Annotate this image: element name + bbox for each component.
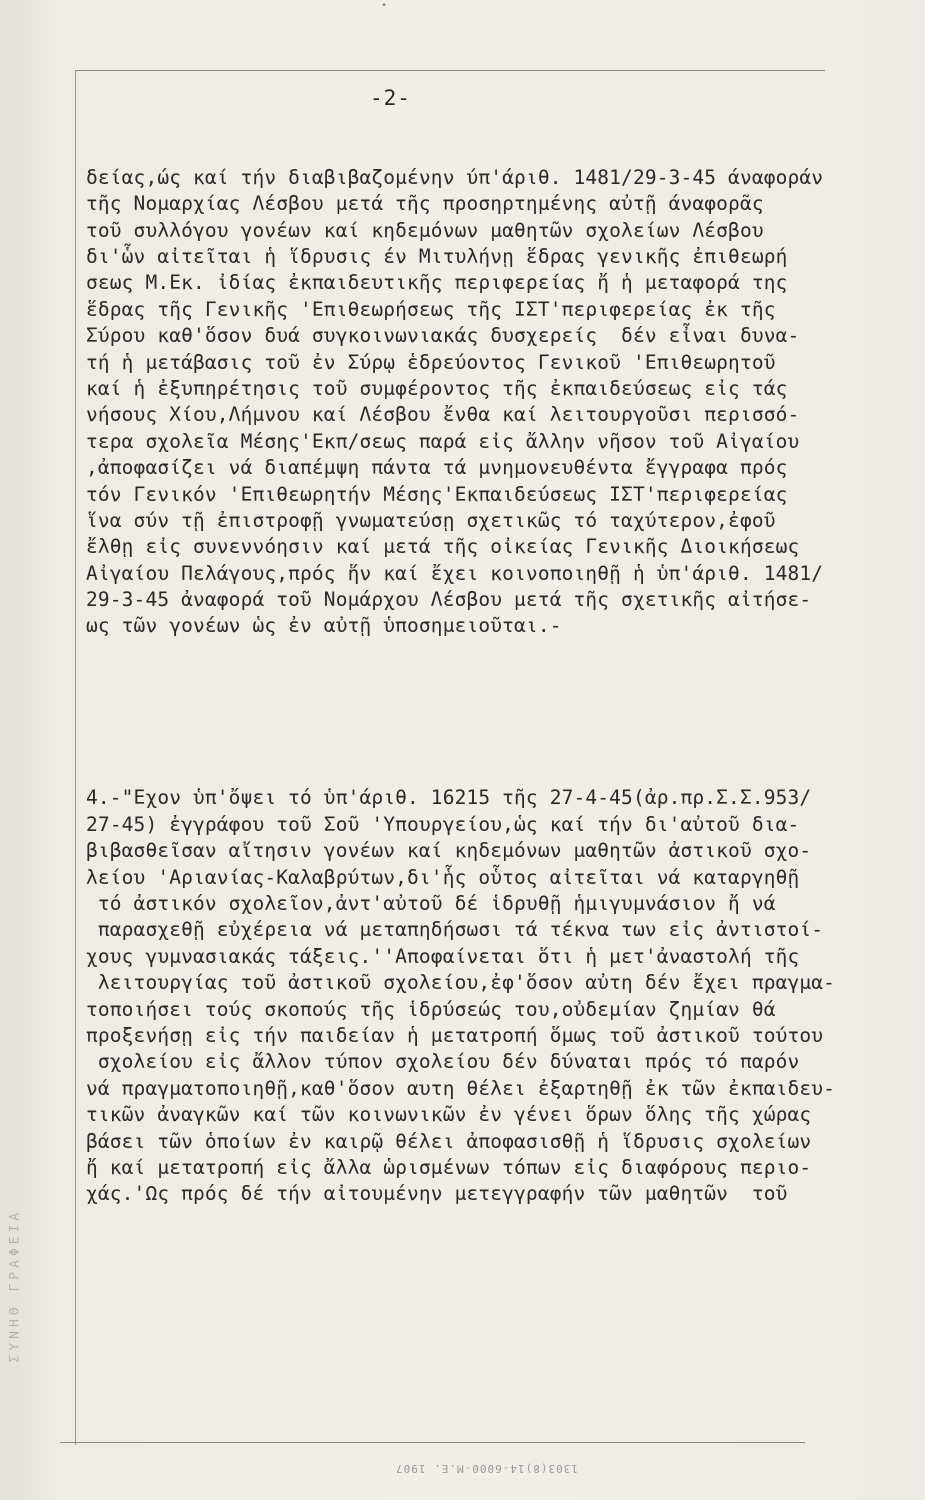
side-stamp: ΣΥΝΗΘ ΓΡΑΦΕΙΑ: [7, 1208, 23, 1363]
paragraph-gap: [86, 693, 925, 733]
typed-text: [86, 112, 925, 1261]
paragraph-item-4: [86, 785, 925, 1207]
bottom-rule: [60, 1442, 805, 1443]
text-line: παρασχεθῇ εὐχέρεια νά μεταπηδήσωσι τά τέκνα των εἰς ἀντιστοί-: [86, 918, 824, 942]
text-line: σεως Μ.Εκ. ἰδίας ἐκπαιδευτικῆς περιφερείας ἤ ἡ μεταφορά της: [86, 271, 788, 295]
punch-mark: •: [381, 0, 388, 11]
paragraph-decision-lesbos: [86, 165, 925, 640]
text-line: βάσει τῶν ὁποίων ἐν καιρῷ θέλει ἀποφασισθῇ ἡ ἵδρυσις σχολείων: [86, 1129, 812, 1153]
text-line: τοποιήσει τούς σκοπούς τῆς ἱδρύσεώς του,οὐδεμίαν ζημίαν θά: [86, 997, 776, 1021]
text-line: τό ἀστικόν σχολεῖον,ἀντ'αὐτοῦ δέ ἱδρυθῇ ἡμιγυμνάσιον ἤ νά: [86, 892, 776, 916]
text-line: ἕδρας τῆς Γενικῆς 'Επιθεωρήσεως τῆς ΙΣΤ'περιφερείας ἐκ τῆς: [86, 297, 776, 321]
top-rule: [75, 70, 825, 71]
text-line: νήσους Χίου,Λήμνου καί Λέσβου ἔνθα καί λειτουργοῦσι περισσό-: [86, 403, 800, 427]
text-line: ως τῶν γονέων ὡς ἐν αὐτῇ ὑποσημειοῦται.-: [86, 614, 562, 638]
text-line: χάς.'Ως πρός δέ τήν αἰτουμένην μετεγγραφήν τῶν μαθητῶν τοῦ: [86, 1182, 788, 1206]
text-line: τικῶν ἀναγκῶν καί τῶν κοινωνικῶν ἐν γένει ὅρων ὅλης τῆς χώρας: [86, 1103, 812, 1127]
text-line: λείου 'Αριανίας-Καλαβρύτων,δι'ἧς οὗτος αἰτεῖται νά καταργηθῇ: [86, 865, 800, 889]
text-line: τόν Γενικόν 'Επιθεωρητήν Μέσης'Εκπαιδεύσεως ΙΣΤ'περιφερείας: [86, 482, 788, 506]
page-number: -2-: [370, 86, 411, 110]
text-line: ,ἀποφασίζει νά διαπέμψη πάντα τά μνημονευθέντα ἔγγραφα πρός: [86, 456, 788, 480]
text-line: προξενήσῃ εἰς τήν παιδείαν ἡ μετατροπή ὅμως τοῦ ἀστικοῦ τούτου: [86, 1023, 824, 1047]
text-line: σχολείου εἰς ἄλλον τύπον σχολείου δέν δύναται πρός τό παρόν: [86, 1050, 800, 1074]
text-line: Σύρου καθ'ὅσον δυά συγκοινωνιακάς δυσχερείς δέν εἶναι δυνα-: [86, 324, 800, 348]
text-line: ἔλθῃ εἰς συνεννόησιν καί μετά τῆς οἰκείας Γενικῆς Διοικήσεως: [86, 535, 800, 559]
text-line: δείας,ώς καί τήν διαβιβαζομένην ύπ'άριθ. 1481/29-3-45 άναφοράν: [86, 165, 824, 189]
text-line: τερα σχολεῖα Μέσης'Εκπ/σεως παρά εἰς ἄλλην νῆσον τοῦ Αἰγαίου: [86, 429, 800, 453]
text-line: 4.-"Εχον ὑπ'ὄψει τό ὑπ'άριθ. 16215 τῆς 27-4-45(ἀρ.πρ.Σ.Σ.953/: [86, 786, 812, 810]
text-line: 29-3-45 ἀναφορά τοῦ Νομάρχου Λέσβου μετά τῆς σχετικῆς αἰτήσε-: [86, 588, 812, 612]
text-line: βιβασθεῖσαν αἴτησιν γονέων καί κηδεμόνων μαθητῶν ἀστικοῦ σχο-: [86, 839, 812, 863]
text-line: Αἰγαίου Πελάγους,πρός ἥν καί ἔχει κοινοποιηθῇ ἡ ὑπ'άριθ. 1481/: [86, 561, 824, 585]
footer-print-stamp: 1303(8)14-6000-Μ.Ε. 1907: [395, 1462, 578, 1475]
text-line: ἵνα σύν τῇ ἐπιστροφῇ γνωματεύσῃ σχετικῶς τό ταχύτερον,ἐφοῦ: [86, 508, 776, 532]
text-line: καί ἡ ἐξυπηρέτησις τοῦ συμφέροντος τῆς ἐκπαιδεύσεως εἰς τάς: [86, 376, 788, 400]
text-line: χους γυμνασιακάς τάξεις.''Αποφαίνεται ὅτι ἡ μετ'ἀναστολή τῆς: [86, 944, 800, 968]
text-line: ἤ καί μετατροπή εἰς ἄλλα ὡρισμένων τόπων εἰς διαφόρους περιο-: [86, 1155, 812, 1179]
text-line: λειτουργίας τοῦ ἀστικοῦ σχολείου,ἐφ'ὅσον αὐτη δέν ἔχει πραγμα-: [86, 971, 836, 995]
left-margin-rule: [75, 70, 76, 1445]
text-line: τή ἡ μετάβασις τοῦ ἐν Σύρῳ ἑδρεύοντος Γενικοῦ 'Επιθεωρητοῦ: [86, 350, 776, 374]
text-line: τοῦ συλλόγου γονέων καί κηδεμόνων μαθητῶν σχολείων Λέσβου: [86, 218, 764, 242]
text-line: δι'ὧν αἰτεῖται ἡ ἵδρυσις έν Μιτυλήνῃ ἕδρας γενικῆς ἐπιθεωρή: [86, 244, 788, 268]
text-line: 27-45) ἐγγράφου τοῦ Σοῦ 'Υπουργείου,ὡς καί τήν δι'αὐτοῦ δια-: [86, 812, 800, 836]
text-line: νά πραγματοποιηθῇ,καθ'ὅσον αυτη θέλει ἐξαρτηθῇ ἐκ τῶν ἐκπαιδευ-: [86, 1076, 836, 1100]
text-line: τῆς Νομαρχίας Λέσβου μετά τῆς προσηρτημένης αὐτῇ άναφορᾶς: [86, 192, 764, 216]
